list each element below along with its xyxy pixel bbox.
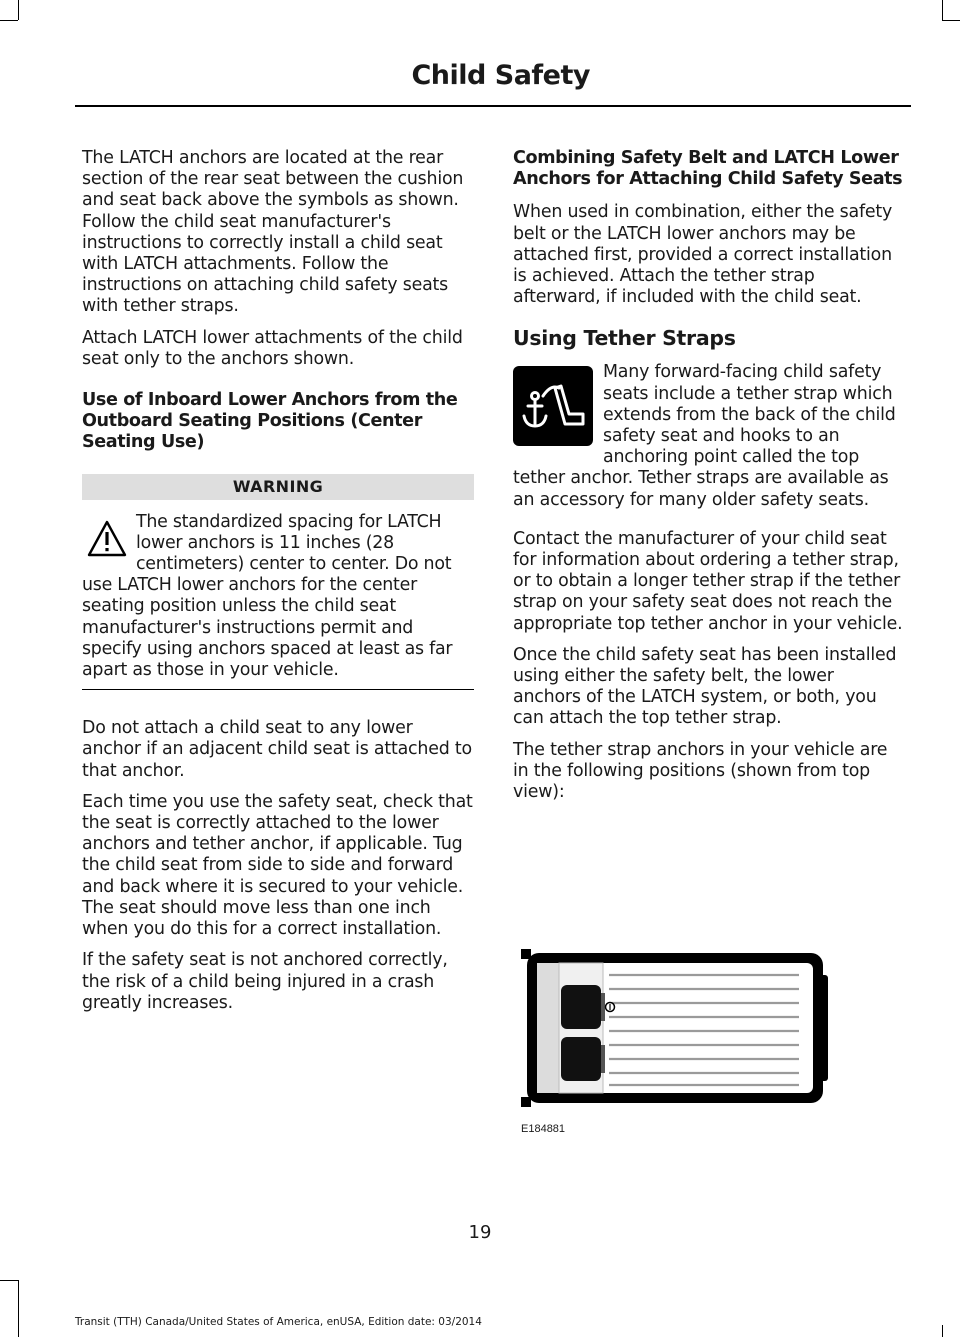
- paragraph: The LATCH anchors are located at the rear section of the rear seat between the cushion and seat back above the symbols as shown. Follow the child seat manufacturer's instructions to correctly install a child seat with LATCH attachments. Follow the instructions on attaching child safety seats with tether straps.: [82, 148, 464, 317]
- tether-text: Many forward-facing child safety seats include a tether strap which extends from the back of the child safety seat and hooks to an anchoring point called the top tether anchor. Tether straps are available as an accessory for many older safety seats.: [513, 362, 896, 510]
- paragraph: If the safety seat is not anchored correctly, the risk of a child being injured in a crash greatly increases.: [82, 950, 448, 1013]
- crop-mark: [942, 0, 943, 20]
- paragraph: Contact the manufacturer of your child seat for information about ordering a tether strap, or to obtain a longer tether strap if the tether strap on your safety seat does not reach the appropriate top tether anchor in your vehicle.: [513, 528, 903, 634]
- figure-code: E184881: [521, 1123, 566, 1135]
- tether-anchor-icon: [513, 366, 593, 446]
- tether-paragraph: [513, 362, 905, 510]
- paragraph: The tether strap anchors in your vehicle are in the following positions (shown from top view):: [513, 739, 888, 803]
- paragraph: Attach LATCH lower attachments of the child seat only to the anchors shown.: [82, 327, 463, 369]
- warning-box: [82, 512, 474, 691]
- warning-text: The standardized spacing for LATCH lower anchors is 11 inches (28 centimeters) center to center. Do not use LATCH lower anchors for the center seating position unless the child seat manufacturer's instructions permit and specify using anchors spaced at least as far apart as those in your vehicle.: [82, 511, 453, 681]
- crop-mark: [942, 20, 960, 21]
- right-column: [513, 148, 905, 813]
- header-divider: [75, 105, 911, 107]
- paragraph: Each time you use the safety seat, check that the seat is correctly attached to the lower anchors and tether anchor, if applicable. Tug the child seat from side to side and forward and back where it is secured to your vehicle. The seat should move less than one inch when you do this for a correct installation.: [82, 791, 473, 940]
- crop-mark: [0, 20, 18, 21]
- section-heading: Use of Inboard Lower Anchors from the Outboard Seating Positions (Center Seating Use): [82, 390, 458, 453]
- page-title: Child Safety: [411, 60, 590, 91]
- left-column: [82, 148, 474, 1024]
- crop-mark: [942, 1325, 943, 1337]
- crop-mark: [0, 1280, 18, 1281]
- section-heading: Combining Safety Belt and LATCH Lower Anchors for Attaching Child Safety Seats: [513, 148, 903, 190]
- warning-triangle-icon: [86, 518, 128, 560]
- paragraph: Do not attach a child seat to any lower anchor if an adjacent child seat is attached to that anchor.: [82, 718, 472, 781]
- footer-edition: Transit (TTH) Canada/United States of America, enUSA, Edition date: 03/2014: [75, 1316, 482, 1328]
- warning-header: WARNING: [82, 474, 474, 500]
- paragraph: When used in combination, either the safety belt or the LATCH lower anchors may be attached first, provided a correct installation is achieved. Attach the tether strap afterward, if included with the child seat.: [513, 202, 893, 308]
- section-heading: Using Tether Straps: [513, 326, 736, 351]
- paragraph: Once the child safety seat has been installed using either the safety belt, the lower anchors of the LATCH system, or both, you can attach the top tether strap.: [513, 644, 897, 729]
- vehicle-top-view-diagram: [513, 945, 835, 1145]
- crop-mark: [18, 1280, 19, 1337]
- page-number: 19: [468, 1222, 492, 1243]
- crop-mark: [18, 0, 19, 20]
